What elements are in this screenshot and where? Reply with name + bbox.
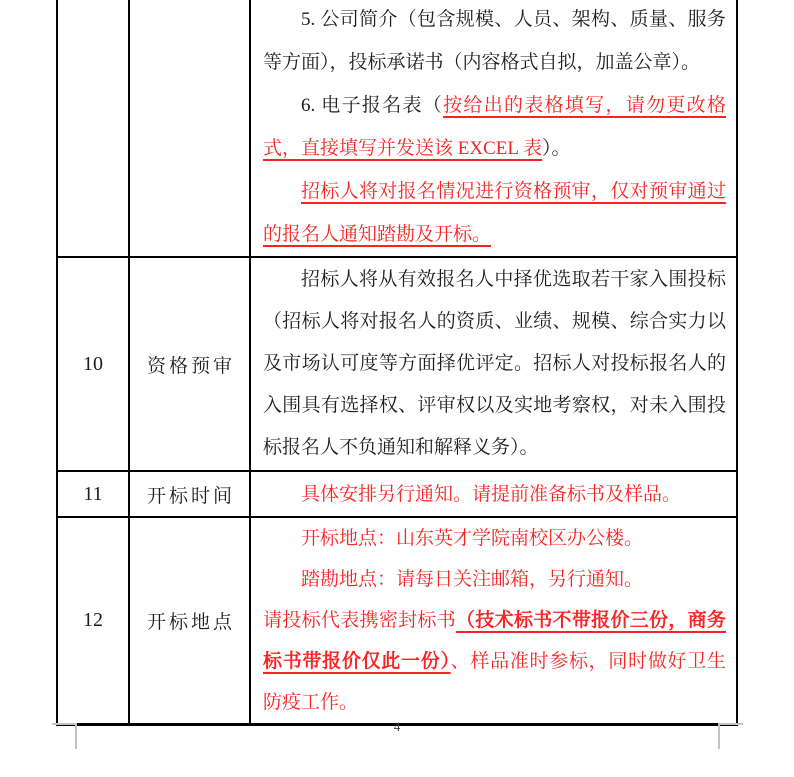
paragraph-bid-opening-time: 具体安排另行通知。请提前准备标书及样品。 — [301, 483, 682, 505]
bid-docs-suffix-text: 、样品准时参标，同时做好卫生防疫工作。 — [263, 651, 726, 713]
row-number-cell: 11 — [57, 471, 129, 517]
row-number-cell: 10 — [57, 257, 129, 471]
row-content-cell — [250, 517, 737, 725]
bid-docs-bold-underlined-text: （技术标书不带报价三份，商务标书带报价仅此一份） — [263, 610, 726, 672]
row-label-cell: 开标时间 — [129, 471, 250, 517]
item6-prefix-text: 6. 电子报名表（ — [301, 95, 444, 116]
paragraph-bid-documents — [263, 600, 726, 723]
paragraph-prequalification: 招标人将从有效报名人中择优选取若干家入围投标（招标人将对报名人的资质、业绩、规模、综合实力以及市场认可度等方面择优评定。招标人对投标报名人的入围具有选择权、评审权以及实地考察权，对未入围投标报名人不负通知和解释义务）。 — [263, 269, 726, 458]
bid-docs-prefix-text: 请投标代表携密封标书 — [263, 610, 457, 631]
item5-text: 5. 公司简介（包含规模、人员、架构、质量、服务等方面），投标承诺书（内容格式自拟，加盖公章）。 — [263, 9, 726, 73]
row-content-cell — [250, 0, 737, 257]
row-content-cell — [250, 471, 737, 517]
row-content-cell — [250, 257, 737, 471]
paragraph-opening-location: 开标地点：山东英才学院南校区办公楼。 — [301, 528, 644, 549]
table-row-10 — [57, 257, 737, 471]
table-row-12 — [57, 517, 737, 725]
row-label-cell: 资格预审 — [129, 257, 250, 471]
table-row-continuation — [57, 0, 737, 257]
paragraph-item6 — [263, 84, 726, 170]
paragraph-site-visit-location: 踏勘地点：请每日关注邮箱，另行通知。 — [301, 569, 644, 590]
row-label-cell-empty — [129, 0, 250, 257]
paragraph-preaudit-notice — [263, 170, 726, 256]
item6-suffix-text: ）。 — [542, 138, 571, 159]
row-label-cell: 开标地点 — [129, 517, 250, 725]
item6-red-underlined-text: 按给出的表格填写，请勿更改格式，直接填写并发送该 EXCEL 表 — [263, 95, 726, 159]
page-number: 4 — [393, 719, 401, 734]
row-number-cell-empty — [57, 0, 129, 257]
paragraph-item5 — [263, 0, 726, 84]
row-number-cell: 12 — [57, 517, 129, 725]
preaudit-notice-text: 招标人将对报名情况进行资格预审，仅对预审通过的报名人通知踏勘及开标。 — [263, 181, 726, 245]
tender-info-table — [56, 0, 738, 726]
table-row-11 — [57, 471, 737, 517]
